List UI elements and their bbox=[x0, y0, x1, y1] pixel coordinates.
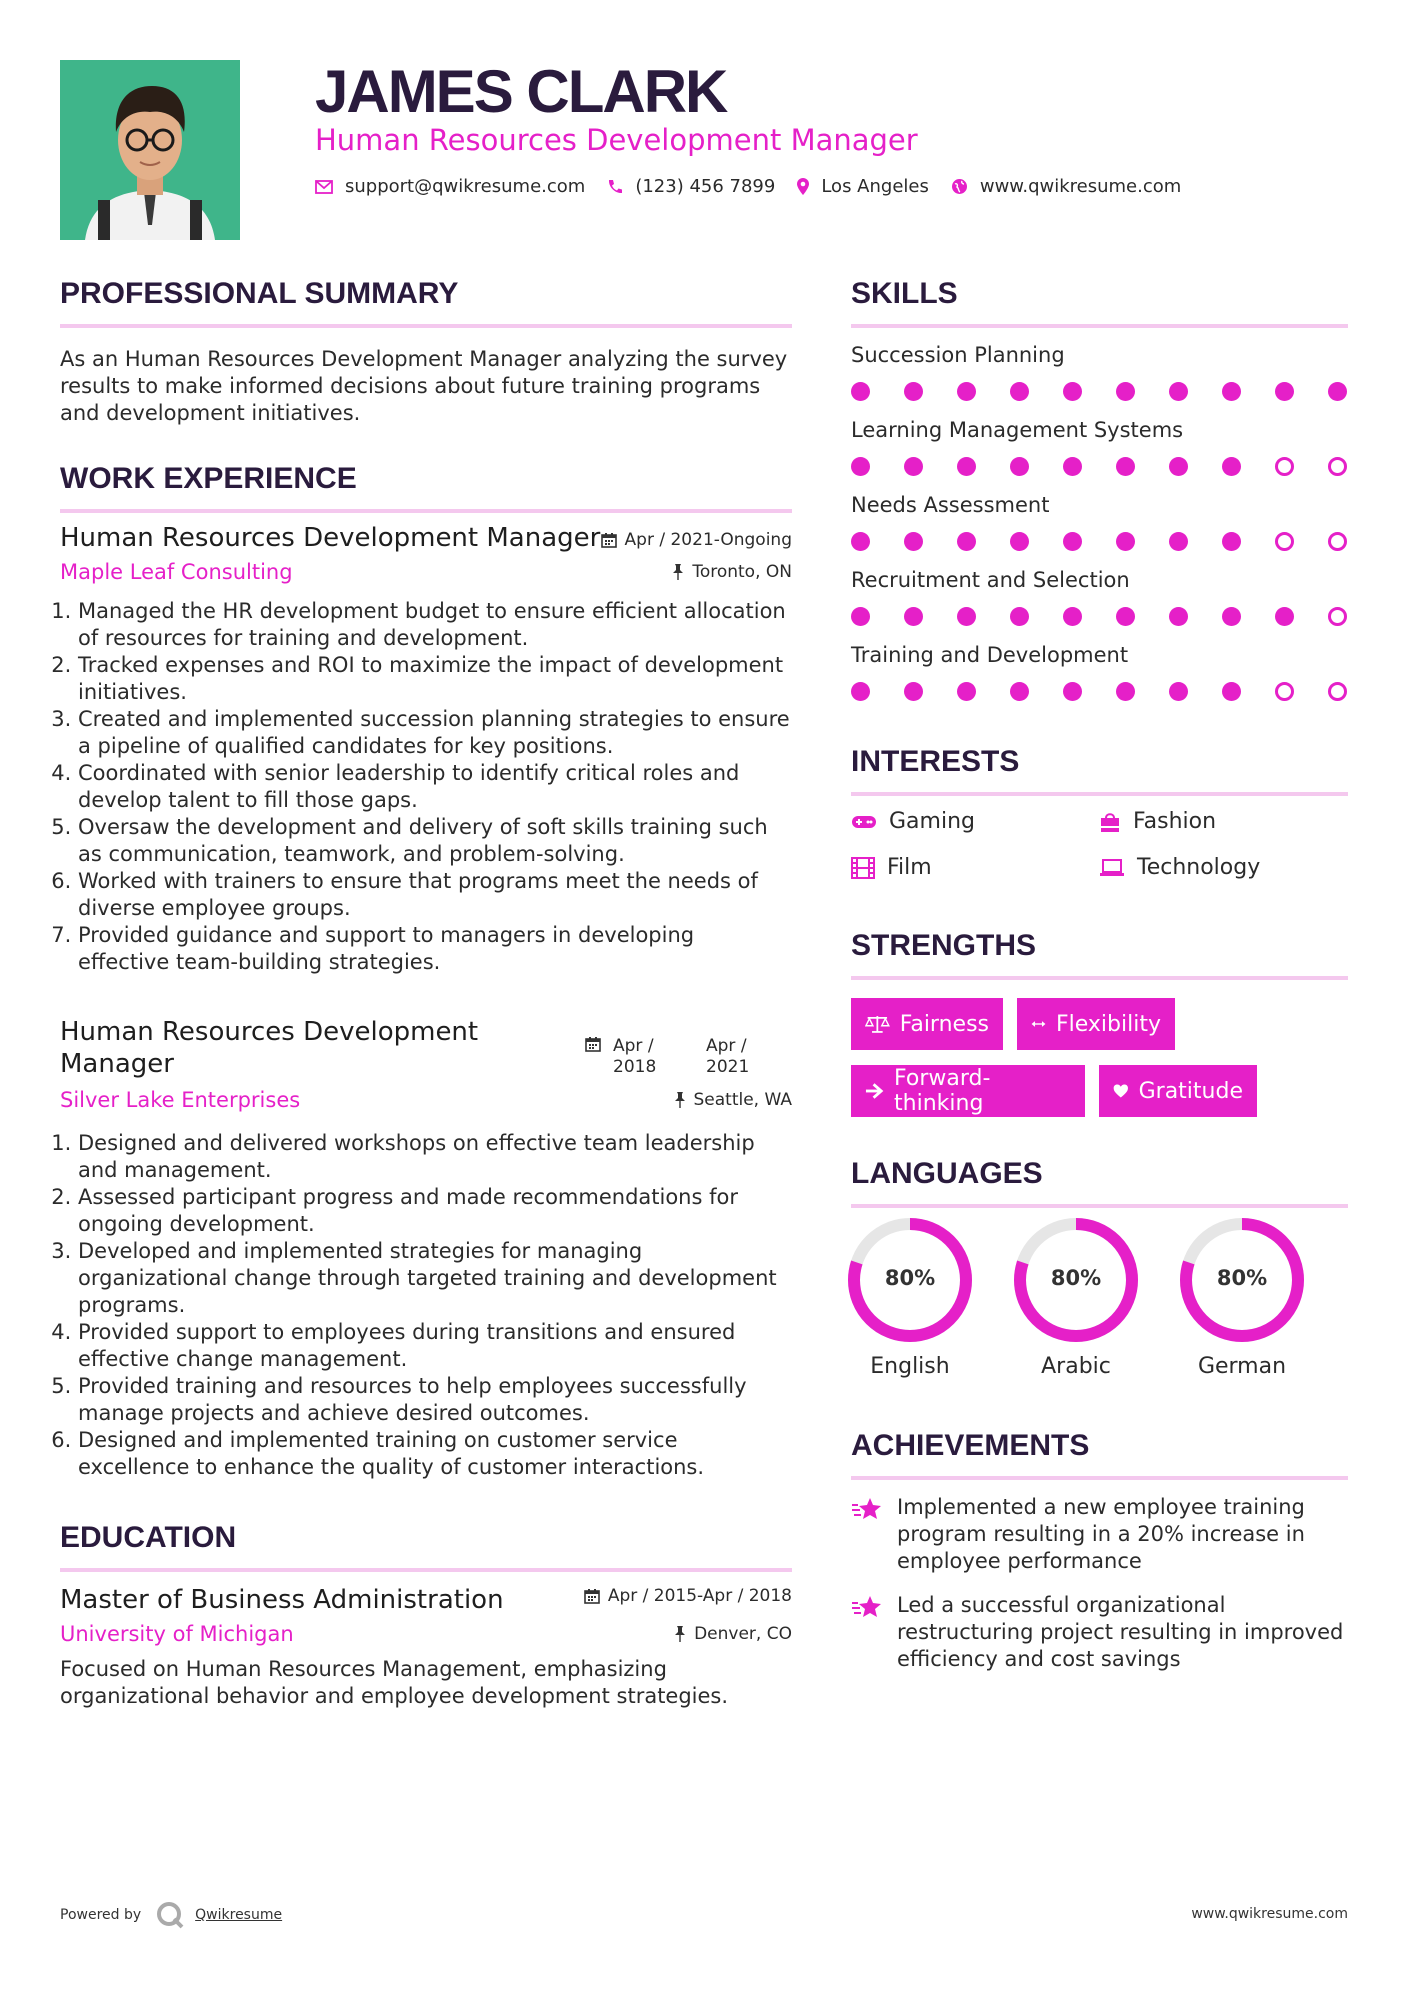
rating-dot-filled bbox=[1063, 607, 1082, 626]
achievements-heading: ACHIEVEMENTS bbox=[851, 1429, 1090, 1462]
skill-item bbox=[851, 342, 1348, 404]
job-duties bbox=[60, 598, 792, 976]
pushpin-icon bbox=[674, 1626, 686, 1642]
rating-dot-filled bbox=[1063, 682, 1082, 701]
summary-section bbox=[60, 276, 792, 427]
rating-dot-filled bbox=[851, 532, 870, 551]
list-item: 1. Managed the HR development budget to ensure efficient allocation of resources for training and development. bbox=[78, 598, 792, 652]
gamepad-icon bbox=[851, 814, 877, 830]
rating-dot-filled bbox=[1010, 532, 1029, 551]
strength-tag bbox=[851, 998, 1003, 1050]
skills-heading: SKILLS bbox=[851, 277, 958, 310]
language-progress-ring bbox=[1180, 1218, 1304, 1342]
contact-website[interactable] bbox=[951, 176, 1181, 197]
interest-item bbox=[851, 855, 932, 880]
languages-section bbox=[851, 1156, 1348, 1208]
interest-item bbox=[1099, 855, 1260, 880]
skill-item bbox=[851, 417, 1348, 479]
language-name: Arabic bbox=[1041, 1354, 1111, 1379]
rating-dot-filled bbox=[1063, 457, 1082, 476]
strength-tag bbox=[851, 1065, 1085, 1117]
list-item: 5. Oversaw the development and delivery of soft skills training such as communication, teamwork, and problem-solving. bbox=[78, 814, 792, 868]
education-location-text: Denver, CO bbox=[694, 1624, 792, 1644]
rating-dot-filled bbox=[1275, 382, 1294, 401]
rating-dot-filled bbox=[1063, 382, 1082, 401]
rating-dot-filled bbox=[1010, 682, 1029, 701]
map-pin-icon bbox=[797, 178, 809, 195]
skill-rating bbox=[851, 532, 1348, 554]
rating-dot-filled bbox=[904, 382, 923, 401]
footer-powered-by bbox=[60, 1900, 282, 1930]
skill-name: Needs Assessment bbox=[851, 493, 1050, 517]
job-date-start: Apr / 2018 bbox=[613, 1036, 657, 1077]
rating-dot-filled bbox=[904, 682, 923, 701]
rating-dot-filled bbox=[957, 682, 976, 701]
interest-label: Technology bbox=[1137, 855, 1261, 880]
job-date-end: Apr / 2021 bbox=[706, 1036, 750, 1077]
powered-by-text: Powered by bbox=[60, 1907, 142, 1923]
contact-phone[interactable] bbox=[607, 176, 775, 197]
skill-rating bbox=[851, 457, 1348, 479]
section-divider bbox=[851, 976, 1348, 980]
interest-item bbox=[1099, 809, 1216, 834]
language-percent: 80% bbox=[1216, 1266, 1268, 1290]
rating-dot-filled bbox=[1222, 607, 1241, 626]
section-divider bbox=[851, 324, 1348, 328]
experience-section bbox=[60, 461, 792, 513]
job-company: Silver Lake Enterprises bbox=[60, 1088, 301, 1112]
education-heading: EDUCATION bbox=[60, 1521, 237, 1554]
contact-email-text: support@qwikresume.com bbox=[345, 176, 586, 197]
experience-heading: WORK EXPERIENCE bbox=[60, 462, 357, 495]
rating-dot-filled bbox=[1328, 382, 1347, 401]
contact-bar bbox=[315, 176, 1203, 197]
rating-dot-filled bbox=[851, 607, 870, 626]
rating-dot-filled bbox=[1116, 607, 1135, 626]
section-divider bbox=[60, 1568, 792, 1572]
rating-dot-filled bbox=[851, 457, 870, 476]
rating-dot-filled bbox=[1169, 607, 1188, 626]
shopping-bag-icon bbox=[1099, 811, 1121, 833]
language-item bbox=[848, 1218, 972, 1379]
rating-dot-filled bbox=[1116, 682, 1135, 701]
film-icon bbox=[851, 857, 875, 879]
language-item bbox=[1180, 1218, 1304, 1379]
strength-label: Fairness bbox=[899, 1011, 989, 1037]
envelope-icon bbox=[315, 180, 333, 194]
list-item: 1. Designed and delivered workshops on effective team leadership and management. bbox=[78, 1130, 792, 1184]
education-entry bbox=[60, 1584, 792, 1710]
language-percent: 80% bbox=[1050, 1266, 1102, 1290]
qwikresume-logo-icon bbox=[155, 1900, 185, 1930]
skill-item bbox=[851, 492, 1348, 554]
languages-heading: LANGUAGES bbox=[851, 1157, 1043, 1190]
calendar-icon bbox=[584, 1588, 600, 1604]
rating-dot-filled bbox=[957, 532, 976, 551]
section-divider bbox=[60, 324, 792, 328]
education-section bbox=[60, 1520, 792, 1572]
contact-email[interactable] bbox=[315, 176, 585, 197]
contact-website-text: www.qwikresume.com bbox=[979, 176, 1182, 197]
summary-heading: PROFESSIONAL SUMMARY bbox=[60, 277, 459, 310]
interest-label: Gaming bbox=[889, 809, 975, 834]
candidate-name: JAMES CLARK bbox=[315, 58, 727, 125]
achievement-text: Led a successful organizational restructuring project resulting in improved efficiency and cost savings bbox=[897, 1593, 1344, 1671]
job-date bbox=[601, 530, 792, 550]
phone-icon bbox=[607, 179, 623, 195]
rating-dot-filled bbox=[1116, 382, 1135, 401]
language-percent: 80% bbox=[884, 1266, 936, 1290]
rating-dot-filled bbox=[904, 457, 923, 476]
job-location-text: Seattle, WA bbox=[693, 1090, 792, 1110]
skill-rating bbox=[851, 382, 1348, 404]
rating-dot-filled bbox=[1010, 457, 1029, 476]
calendar-icon bbox=[601, 532, 617, 548]
rating-dot-filled bbox=[1222, 382, 1241, 401]
job-date-text: Apr / 2021-Ongoing bbox=[624, 530, 792, 550]
language-progress-ring bbox=[1014, 1218, 1138, 1342]
interests-heading: INTERESTS bbox=[851, 745, 1020, 778]
interest-label: Fashion bbox=[1133, 809, 1217, 834]
rating-dot-empty bbox=[1275, 457, 1294, 476]
rating-dot-filled bbox=[1116, 457, 1135, 476]
footer-website[interactable]: www.qwikresume.com bbox=[1191, 1906, 1348, 1922]
contact-location-text: Los Angeles bbox=[821, 176, 929, 197]
rating-dot-filled bbox=[851, 682, 870, 701]
achievements-section bbox=[851, 1428, 1348, 1480]
rating-dot-filled bbox=[957, 382, 976, 401]
calendar-icon bbox=[585, 1036, 601, 1052]
rating-dot-filled bbox=[1222, 532, 1241, 551]
skill-name: Learning Management Systems bbox=[851, 418, 1184, 442]
rating-dot-filled bbox=[904, 607, 923, 626]
education-description: Focused on Human Resources Management, emphasizing organizational behavior and employee development strategies. bbox=[60, 1657, 729, 1708]
skill-item bbox=[851, 567, 1348, 629]
list-item: 3. Developed and implemented strategies for managing organizational change through targeted training and development programs. bbox=[78, 1238, 792, 1319]
rating-dot-empty bbox=[1328, 607, 1347, 626]
heart-icon bbox=[1113, 1080, 1129, 1102]
rating-dot-filled bbox=[1222, 457, 1241, 476]
strength-label: Forward-thinking bbox=[894, 1066, 991, 1116]
list-item: 2. Assessed participant progress and made recommendations for ongoing development. bbox=[78, 1184, 792, 1238]
skill-rating bbox=[851, 607, 1348, 629]
job-location bbox=[672, 562, 792, 582]
language-name: German bbox=[1197, 1354, 1287, 1379]
interests-section bbox=[851, 744, 1348, 796]
skill-name: Succession Planning bbox=[851, 343, 1065, 367]
globe-icon bbox=[951, 178, 968, 195]
skill-item bbox=[851, 642, 1348, 704]
job-entry bbox=[60, 522, 792, 976]
school-name: University of Michigan bbox=[60, 1622, 294, 1646]
contact-phone-text: (123) 456 7899 bbox=[635, 176, 776, 197]
skill-name: Training and Development bbox=[851, 643, 1129, 667]
rating-dot-empty bbox=[1275, 682, 1294, 701]
education-date bbox=[584, 1586, 792, 1606]
strength-tag bbox=[1099, 1065, 1257, 1117]
job-entry bbox=[60, 1016, 792, 1481]
list-item: 4. Coordinated with senior leadership to identify critical roles and develop talent to fill those gaps. bbox=[78, 760, 792, 814]
rating-dot-filled bbox=[1116, 532, 1135, 551]
strength-label: Flexibility bbox=[1056, 1011, 1161, 1037]
list-item: 3. Created and implemented succession planning strategies to ensure a pipeline of qualified candidates for key positions. bbox=[78, 706, 792, 760]
strength-label: Gratitude bbox=[1138, 1078, 1243, 1104]
rating-dot-filled bbox=[1275, 607, 1294, 626]
rating-dot-filled bbox=[1063, 532, 1082, 551]
section-divider bbox=[851, 1204, 1348, 1208]
contact-location bbox=[797, 176, 929, 197]
language-name: English bbox=[870, 1354, 950, 1379]
language-item bbox=[1014, 1218, 1138, 1379]
section-divider bbox=[851, 1476, 1348, 1480]
job-company: Maple Leaf Consulting bbox=[60, 560, 293, 584]
interest-item bbox=[851, 809, 975, 834]
rating-dot-empty bbox=[1328, 682, 1347, 701]
candidate-role: Human Resources Development Manager bbox=[315, 123, 918, 157]
job-location bbox=[674, 1090, 793, 1110]
list-item: 4. Provided support to employees during transitions and ensured effective change management. bbox=[78, 1319, 792, 1373]
achievement-item bbox=[851, 1494, 1348, 1575]
list-item: 2. Tracked expenses and ROI to maximize the impact of development initiatives. bbox=[78, 652, 792, 706]
rating-dot-filled bbox=[957, 607, 976, 626]
list-item: 6. Designed and implemented training on customer service excellence to enhance the quality of customer interactions. bbox=[78, 1427, 792, 1481]
interest-label: Film bbox=[887, 855, 932, 880]
section-divider bbox=[60, 509, 792, 513]
arrows-horizontal-icon bbox=[1031, 1017, 1046, 1031]
rating-dot-empty bbox=[1328, 532, 1347, 551]
job-location-text: Toronto, ON bbox=[692, 562, 792, 582]
strengths-section bbox=[851, 928, 1348, 980]
balance-scale-icon bbox=[865, 1013, 890, 1035]
rating-dot-filled bbox=[1169, 682, 1188, 701]
degree-title: Master of Business Administration bbox=[60, 1585, 504, 1615]
shooting-star-icon bbox=[851, 1594, 883, 1620]
pushpin-icon bbox=[674, 1092, 686, 1108]
arrow-right-icon bbox=[865, 1082, 884, 1100]
section-divider bbox=[851, 792, 1348, 796]
skills-section bbox=[851, 276, 1348, 328]
achievement-text: Implemented a new employee training program resulting in a 20% increase in employee performance bbox=[897, 1495, 1305, 1573]
strength-tag bbox=[1017, 998, 1175, 1050]
rating-dot-filled bbox=[1010, 607, 1029, 626]
profile-photo bbox=[60, 60, 240, 240]
rating-dot-filled bbox=[851, 382, 870, 401]
shooting-star-icon bbox=[851, 1496, 883, 1522]
rating-dot-filled bbox=[1010, 382, 1029, 401]
rating-dot-filled bbox=[957, 457, 976, 476]
summary-text: As an Human Resources Development Manager analyzing the survey results to make informed decisions about future training programs and development initiatives. bbox=[60, 347, 788, 425]
rating-dot-empty bbox=[1328, 457, 1347, 476]
education-date-text: Apr / 2015-Apr / 2018 bbox=[607, 1586, 792, 1606]
strengths-heading: STRENGTHS bbox=[851, 929, 1037, 962]
job-title: Human Resources Development Manager bbox=[60, 1017, 479, 1079]
language-progress-ring bbox=[848, 1218, 972, 1342]
rating-dot-filled bbox=[1169, 382, 1188, 401]
rating-dot-empty bbox=[1275, 532, 1294, 551]
achievement-item bbox=[851, 1592, 1348, 1673]
skill-rating bbox=[851, 682, 1348, 704]
job-title: Human Resources Development Manager bbox=[60, 523, 601, 553]
rating-dot-filled bbox=[1169, 457, 1188, 476]
brand-link[interactable]: Qwikresume bbox=[195, 1907, 283, 1923]
job-duties bbox=[60, 1130, 792, 1481]
rating-dot-filled bbox=[1169, 532, 1188, 551]
list-item: 7. Provided guidance and support to managers in developing effective team-building strategies. bbox=[78, 922, 792, 976]
rating-dot-filled bbox=[1222, 682, 1241, 701]
rating-dot-filled bbox=[904, 532, 923, 551]
skill-name: Recruitment and Selection bbox=[851, 568, 1130, 592]
laptop-icon bbox=[1099, 859, 1125, 877]
list-item: 6. Worked with trainers to ensure that programs meet the needs of diverse employee groups. bbox=[78, 868, 792, 922]
education-location bbox=[674, 1624, 792, 1644]
list-item: 5. Provided training and resources to help employees successfully manage projects and achieve desired outcomes. bbox=[78, 1373, 792, 1427]
pushpin-icon bbox=[672, 564, 684, 580]
